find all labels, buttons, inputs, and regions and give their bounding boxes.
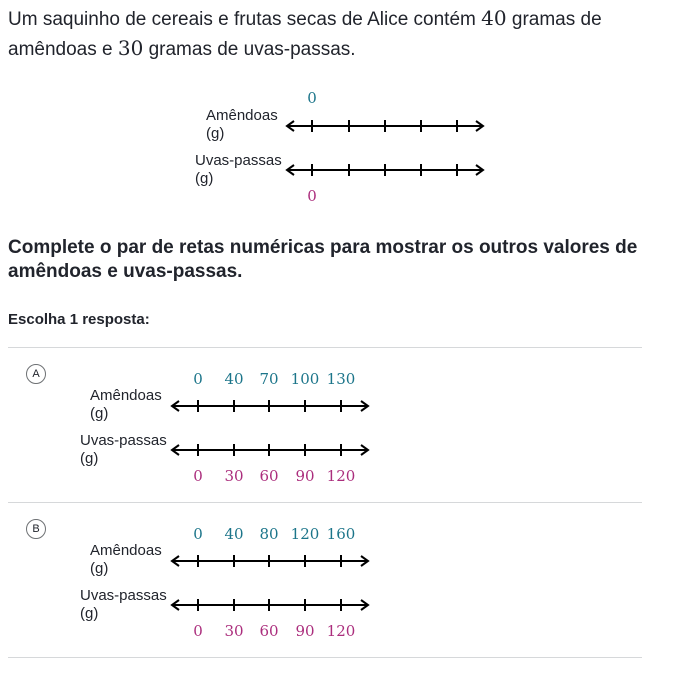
raisins-grams: 30	[117, 36, 144, 60]
choice-b-top-value: 40	[224, 525, 244, 543]
choice-a-top-label	[90, 387, 162, 423]
choice-a-top-value: 70	[259, 370, 279, 388]
choice-b-bottom-label	[80, 587, 167, 623]
choice-b-bottom-value: 120	[326, 622, 356, 640]
choice-a-bottom-value: 120	[326, 467, 356, 485]
choice-a-bottom-value: 0	[193, 467, 203, 485]
problem-text-before: Um saquinho de cereais e frutas secas de Alice contém	[8, 9, 482, 30]
choice-a-top-label-name: Amêndoas	[90, 387, 162, 404]
example-bottom-value: 0	[307, 187, 317, 205]
problem-text-middle: gramas de amêndoas e	[8, 9, 602, 60]
choice-b-top-label-unit: (g)	[90, 560, 109, 577]
choice-b-bottom-value: 60	[259, 622, 279, 640]
choice-a-top-label-unit: (g)	[90, 405, 109, 422]
choice-b-bottom-value: 30	[224, 622, 244, 640]
choice-b-bottom-value: 90	[295, 622, 315, 640]
example-bottom-label-unit: (g)	[195, 170, 214, 187]
choice-a-top-value: 0	[193, 370, 203, 388]
choice-b-letter[interactable]: B	[26, 519, 46, 539]
problem-text-after: gramas de uvas-passas.	[143, 39, 356, 60]
choice-b-bottom-value: 0	[193, 622, 203, 640]
choice-b-top-label-name: Amêndoas	[90, 542, 162, 559]
choice-a-letter[interactable]: A	[26, 364, 46, 384]
choice-a-bottom-value: 30	[224, 467, 244, 485]
choice-b-top-value: 160	[326, 525, 356, 543]
choice-a-top-value: 40	[224, 370, 244, 388]
choice-b-top-label	[90, 542, 162, 578]
almonds-grams: 40	[481, 6, 507, 30]
choice-b[interactable]	[8, 503, 642, 657]
choice-a-bottom-value: 60	[259, 467, 279, 485]
choice-a-bottom-label-unit: (g)	[80, 450, 99, 467]
example-top-label-name: Amêndoas	[206, 107, 278, 124]
example-top-value: 0	[307, 89, 317, 107]
choice-a-bottom-label-name: Uvas-passas	[80, 432, 167, 449]
choice-b-bottom-label-unit: (g)	[80, 605, 99, 622]
choice-a-bottom-label	[80, 432, 167, 468]
choice-b-top-value: 0	[193, 525, 203, 543]
choice-a[interactable]	[8, 348, 642, 502]
choice-b-bottom-label-name: Uvas-passas	[80, 587, 167, 604]
choice-a-top-value: 100	[290, 370, 320, 388]
choice-b-top-value: 120	[290, 525, 320, 543]
divider	[8, 657, 642, 658]
choice-b-top-value: 80	[259, 525, 279, 543]
choice-a-bottom-value: 90	[295, 467, 315, 485]
example-bottom-label-name: Uvas-passas	[195, 152, 282, 169]
question-text: Complete o par de retas numéricas para mostrar os outros valores de amêndoas e uvas-passas.	[8, 237, 638, 282]
answer-prompt: Escolha 1 resposta:	[8, 311, 150, 328]
example-top-label-unit: (g)	[206, 125, 225, 142]
choice-a-top-value: 130	[326, 370, 356, 388]
